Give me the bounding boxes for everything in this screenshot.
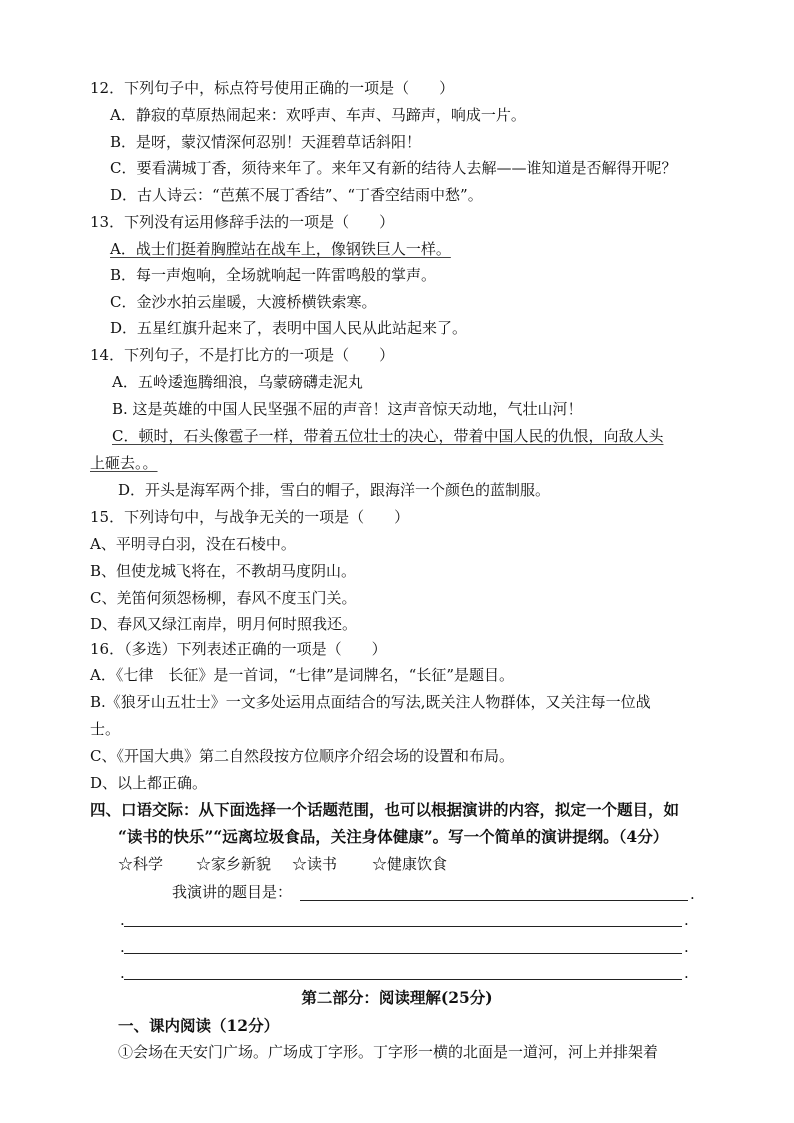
question-16-option-c: C、《开国大典》第二自然段按方位顺序介绍会场的设置和布局。 (90, 747, 514, 765)
question-13-stem: 13．下列没有运用修辞手法的一项是（ ） (90, 213, 395, 231)
question-15-option-c: C、羌笛何须怨杨柳，春风不度玉门关。 (90, 589, 357, 607)
question-12-stem: 12．下列句子中，标点符号使用正确的一项是（ ） (90, 79, 455, 97)
question-16-option-a: A．《七律 长征》是一首词，“七律”是词牌名，“长征”是题目。 (90, 666, 515, 684)
period-mark: . (120, 938, 125, 956)
topic-healthy-diet: ☆健康饮食 (372, 855, 448, 873)
question-12-option-d: D．古人诗云：“芭蕉不展丁香结”、“丁香空结雨中愁”。 (110, 186, 483, 204)
period-mark: . (120, 911, 125, 929)
question-16-option-b-line2: 士。 (90, 720, 121, 738)
reading-paragraph-1: ①会场在天安门广场。广场成丁字形。丁字形一横的北面是一道河，河上并排架着 (118, 1043, 659, 1061)
speech-title-prompt: 我演讲的题目是： (172, 883, 293, 901)
answer-blank-line-3[interactable] (124, 979, 682, 980)
question-13-option-b: B．每一声炮响，全场就响起一阵雷鸣般的掌声。 (110, 266, 437, 284)
question-13-option-c: C．金沙水拍云崖暖，大渡桥横铁索寒。 (110, 293, 377, 311)
question-15-stem: 15．下列诗句中，与战争无关的一项是（ ） (90, 508, 410, 526)
question-12-option-c: C．要看满城丁香，须待来年了。来年又有新的结待人去解——谁知道是否解得开呢？ (110, 159, 677, 177)
question-14-option-d: D．开头是海军两个排，雪白的帽子，跟海洋一个颜色的蓝制服。 (118, 481, 551, 499)
section-4-heading-line1: 四、口语交际：从下面选择一个话题范围，也可以根据演讲的内容，拟定一个题目，如 (90, 800, 680, 819)
question-15-option-a: A、平明寻白羽，没在石棱中。 (90, 535, 296, 553)
question-15-option-d: D、春风又绿江南岸，明月何时照我还。 (90, 615, 358, 633)
question-14-option-a: A．五岭逶迤腾细浪，乌蒙磅礴走泥丸 (112, 373, 363, 391)
period-mark: . (690, 885, 695, 903)
topic-reading: ☆读书 (292, 855, 338, 873)
question-16-option-d: D、以上都正确。 (90, 774, 208, 792)
question-14-option-b: B. 这是英雄的中国人民坚强不屈的声音！这声音惊天动地，气壮山河！ (112, 400, 583, 418)
question-13-option-a: A．战士们挺着胸膛站在战车上，像钢铁巨人一样。 (110, 240, 451, 258)
period-mark: . (684, 938, 689, 956)
part-2-heading: 第二部分：阅读理解(25分) (301, 988, 493, 1007)
topic-hometown: ☆家乡新貌 (196, 855, 272, 873)
section-4-heading-line2: “读书的快乐”“远离垃圾食品，关注身体健康”。写一个简单的演讲提纲。（4分） (118, 827, 669, 846)
period-mark: . (120, 964, 125, 982)
question-15-option-b: B、但使龙城飞将在，不教胡马度阴山。 (90, 562, 357, 580)
answer-blank-line-1[interactable] (124, 926, 682, 927)
speech-title-blank[interactable] (300, 900, 688, 901)
question-16-stem: 16．（多选）下列表述正确的一项是（ ） (90, 640, 387, 658)
period-mark: . (684, 964, 689, 982)
topic-science: ☆科学 (118, 855, 164, 873)
period-mark: . (684, 911, 689, 929)
question-14-option-c-line1: C．顿时，石头像雹子一样，带着五位壮士的决心，带着中国人民的仇恨，向敌人头 (112, 427, 664, 445)
answer-blank-line-2[interactable] (124, 953, 682, 954)
part-2-subheading: 一、课内阅读（12分） (118, 1016, 280, 1035)
question-13-option-d: D．五星红旗升起来了，表明中国人民从此站起来了。 (110, 319, 468, 337)
question-14-stem: 14．下列句子，不是打比方的一项是（ ） (90, 346, 395, 364)
question-14-option-c-line2: 上砸去。。 (90, 454, 158, 472)
question-12-option-b: B．是呀，蒙汉情深何忍别！天涯碧草话斜阳！ (110, 133, 422, 151)
question-12-option-a: A．静寂的草原热闹起来：欢呼声、车声、马蹄声，响成一片。 (110, 106, 526, 124)
question-16-option-b-line1: B.《狼牙山五壮士》一文多处运用点面结合的写法,既关注人物群体，又关注每一位战 (90, 693, 651, 711)
